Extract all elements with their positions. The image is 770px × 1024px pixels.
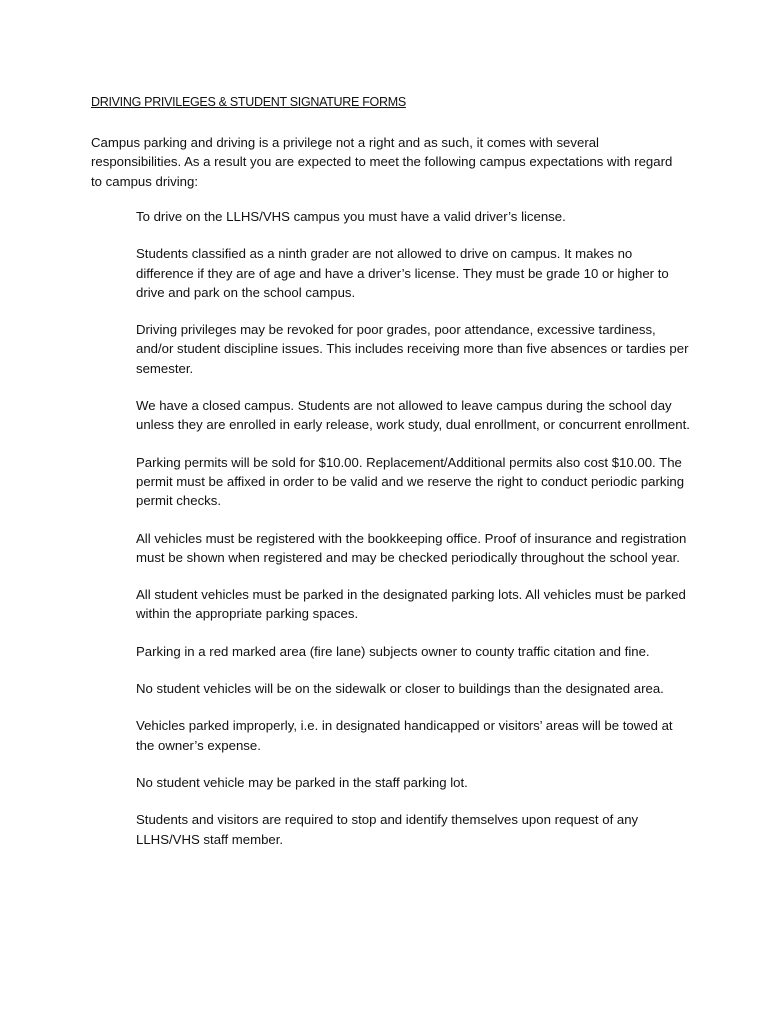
rule-item: No student vehicles will be on the sidewalk or closer to buildings than the designated area.	[136, 681, 664, 697]
rule-item: All student vehicles must be parked in the designated parking lots. All vehicles must be parked within the appropriate parking spaces.	[136, 587, 686, 622]
rule-item: No student vehicle may be parked in the staff parking lot.	[136, 774, 468, 790]
rules-list	[136, 207, 691, 867]
rule-item: Parking in a red marked area (fire lane) subjects owner to county traffic citation and fine.	[136, 643, 650, 659]
rule-item: All vehicles must be registered with the bookkeeping office. Proof of insurance and registration must be shown when registered and may be checked periodically throughout the school year.	[136, 530, 687, 565]
rule-item: Parking permits will be sold for $10.00. Replacement/Additional permits also cost $10.00. The permit must be affixed in order to be valid and we reserve the right to conduct periodic parking permit checks.	[136, 454, 685, 509]
rule-item: Driving privileges may be revoked for poor grades, poor attendance, excessive tardiness, and/or student discipline issues. This includes receiving more than five absences or tardies per semester.	[136, 322, 689, 376]
rule-item: Students classified as a ninth grader are not allowed to drive on campus. It makes no difference if they are of age and have a driver’s license. They must be grade 10 or higher to drive and park on the school campus.	[136, 246, 669, 300]
intro-paragraph: Campus parking and driving is a privilege not a right and as such, it comes with several responsibilities. As a result you are expected to meet the following campus expectations with regard to campus driving:	[91, 135, 673, 189]
rule-item: We have a closed campus. Students are not allowed to leave campus during the school day unless they are enrolled in early release, work study, dual enrollment, or concurrent enrollment.	[136, 398, 690, 433]
rule-item: Vehicles parked improperly, i.e. in designated handicapped or visitors’ areas will be towed at the owner’s expense.	[136, 718, 673, 753]
document-title: DRIVING PRIVILEGES & STUDENT SIGNATURE FORMS	[91, 95, 406, 109]
rule-item: To drive on the LLHS/VHS campus you must have a valid driver’s license.	[136, 209, 566, 224]
rule-item: Students and visitors are required to stop and identify themselves upon request of any LLHS/VHS staff member.	[136, 812, 639, 847]
